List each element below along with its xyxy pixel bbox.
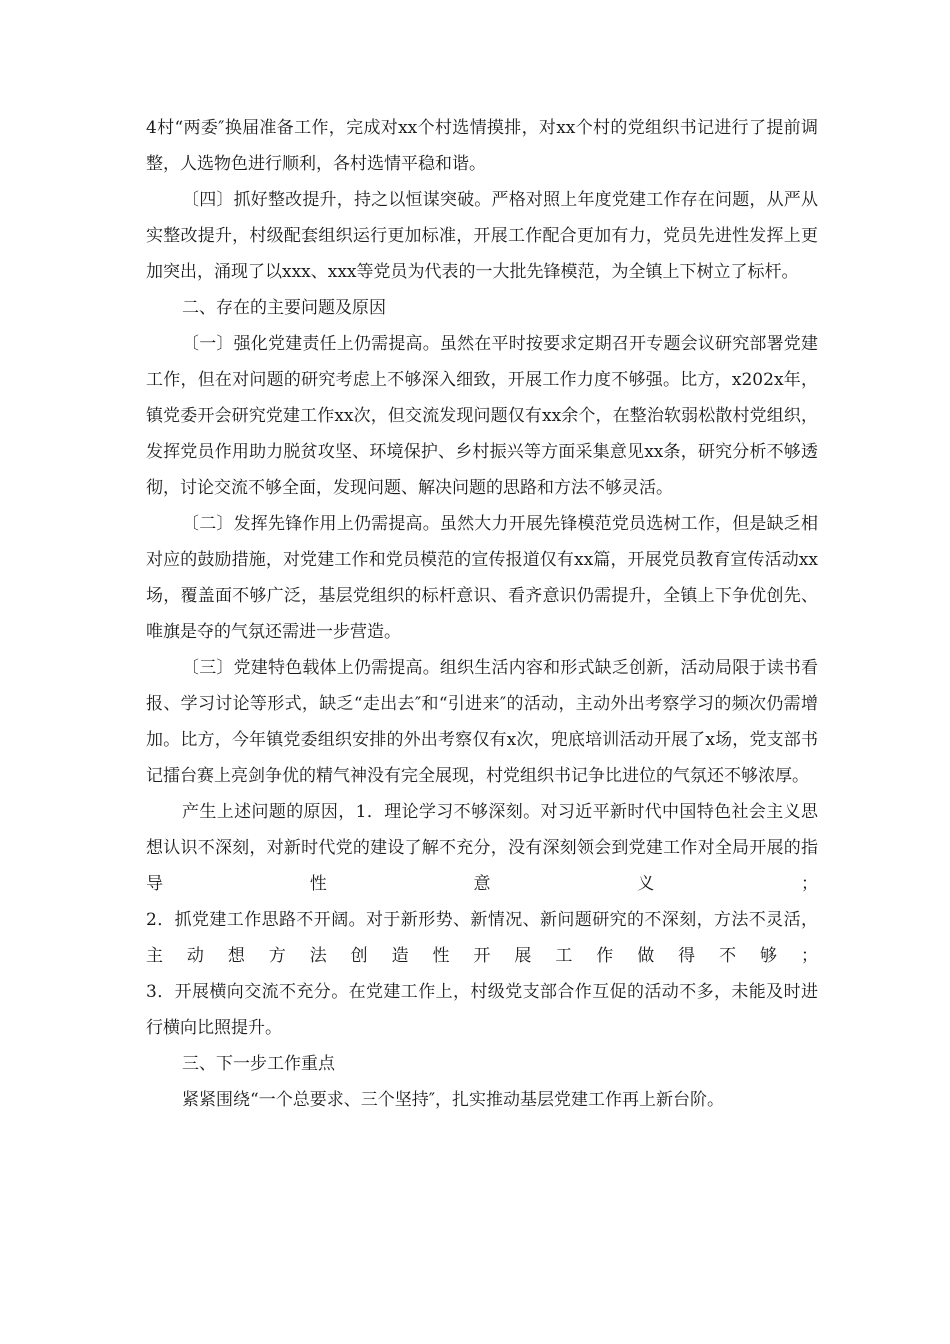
paragraph-causes-2: 2．抓党建工作思路不开阔。对于新形势、新情况、新问题研究的不深刻，方法不灵活，主动想方法创造性开展工作做得不够； (146, 910, 818, 966)
paragraph-problem-carrier: 〔三〕党建特色载体上仍需提高。组织生活内容和形式缺乏创新，活动局限于读书看报、学习讨论等形式，缺乏“走出去″和“引进来″的活动，主动外出考察学习的频次仍需增加。比方，今年镇党委组织安排的外出考察仅有x次，兜底培训活动开展了x场，党支部书记擂台赛上亮剑争优的精气神没有完全展现，村党组织书记争比进位的气氛还不够浓厚。 (146, 658, 818, 786)
paragraph-problem-responsibility: 〔一〕强化党建责任上仍需提高。虽然在平时按要求定期召开专题会议研究部署党建工作，但在对问题的研究考虑上不够深入细致，开展工作力度不够强。比方，x202x年，镇党委开会研究党建工作xx次，但交流发现问题仅有xx余个，在整治软弱松散村党组织，发挥党员作用助力脱贫攻坚、环境保护、乡村振兴等方面采集意见xx条，研究分析不够透彻，讨论交流不够全面，发现问题、解决问题的思路和方法不够灵活。 (146, 334, 818, 498)
paragraph-village-committee-election: 4村“两委″换届准备工作，完成对xx个村选情摸排，对xx个村的党组织书记进行了提前调整，人选物色进行顺利，各村选情平稳和谐。 (146, 118, 818, 174)
paragraph-causes-1: 产生上述问题的原因，1．理论学习不够深刻。对习近平新时代中国特色社会主义思想认识不深刻，对新时代党的建设了解不充分，没有深刻领会到党建工作对全局开展的指导性意义； (146, 802, 818, 894)
paragraph-causes-3: 3．开展横向交流不充分。在党建工作上，村级党支部合作互促的活动不多，未能及时进行横向比照提升。 (146, 982, 818, 1038)
paragraph-next-steps: 紧紧围绕“一个总要求、三个坚持″，扎实推动基层党建工作再上新台阶。 (182, 1090, 725, 1110)
document-body (146, 110, 818, 1118)
section-heading-next-steps: 三、下一步工作重点 (182, 1054, 335, 1074)
paragraph-problem-vanguard: 〔二〕发挥先锋作用上仍需提高。虽然大力开展先锋模范党员选树工作，但是缺乏相对应的鼓励措施，对党建工作和党员模范的宣传报道仅有xx篇，开展党员教育宣传活动xx场，覆盖面不够广泛，基层党组织的标杆意识、看齐意识仍需提升，全镇上下争优创先、唯旗是夺的气氛还需进一步营造。 (146, 514, 818, 642)
section-heading-problems: 二、存在的主要问题及原因 (182, 298, 386, 318)
paragraph-rectification: 〔四〕抓好整改提升，持之以恒谋突破。严格对照上年度党建工作存在问题，从严从实整改提升，村级配套组织运行更加标准，开展工作配合更加有力，党员先进性发挥上更加突出，涌现了以xxx、xxx等党员为代表的一大批先锋模范，为全镇上下树立了标杆。 (146, 190, 818, 282)
